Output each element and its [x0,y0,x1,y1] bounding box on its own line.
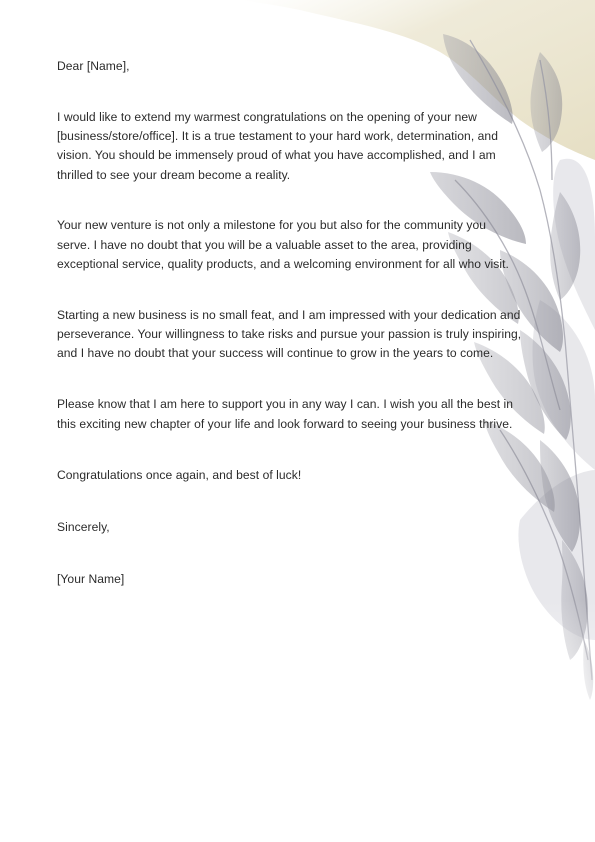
paragraph-line: and I have no doubt that your success will continue to grow in the years to come. [57,346,494,361]
paragraph-line: vision. You should be immensely proud of what you have accomplished, and I am [57,148,496,163]
paragraph-line: Your new venture is not only a milestone for you but also for the community you [57,218,487,233]
salutation: Dear [Name], [57,59,130,73]
paragraph-line: thrilled to see your dream become a reality. [57,167,291,182]
paragraph-line: Starting a new business is no small feat, and I am impressed with your dedication and [57,307,521,322]
paragraph-4 [57,395,539,434]
letter-body [57,57,539,589]
paragraph-line: perseverance. Your willingness to take risks and pursue your passion is truly inspiring, [57,327,522,342]
signoff: Sincerely, [57,520,110,535]
paragraph-line: I would like to extend my warmest congratulations on the opening of your new [57,109,477,124]
paragraph-1 [57,108,539,185]
closing-line: Congratulations once again, and best of luck! [57,468,302,483]
paragraph-line: [business/store/office]. It is a true testament to your hard work, determination, and [57,129,498,144]
paragraph-line: Please know that I am here to support you in any way I can. I wish you all the best in [57,397,514,412]
paragraph-line: exceptional service, quality products, and a welcoming environment for all who visit. [57,257,509,272]
paragraph-line: this exciting new chapter of your life and look forward to seeing your business thrive. [57,416,513,431]
paragraph-3 [57,306,539,364]
paragraph-2 [57,216,539,274]
signature-name: [Your Name] [57,571,125,586]
paragraph-line: serve. I have no doubt that you will be a valuable asset to the area, providing [57,237,472,252]
